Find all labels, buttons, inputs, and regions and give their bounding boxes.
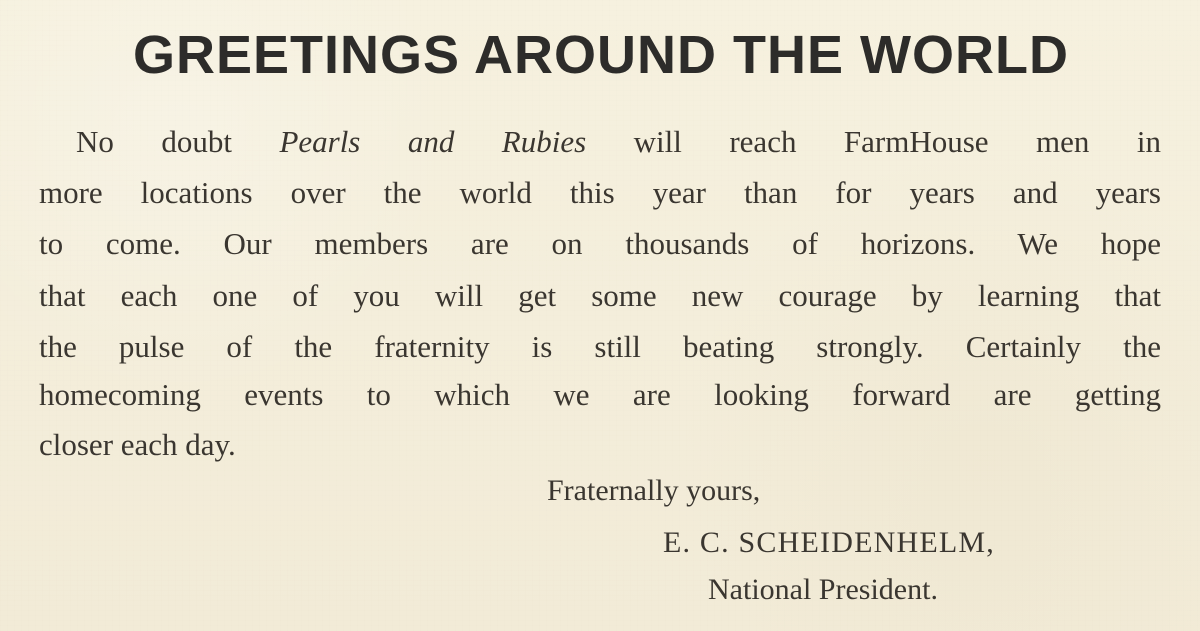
body-line-4: that each one of you will get some new courage by learning that xyxy=(39,278,1161,313)
signature-title: National President. xyxy=(708,573,938,606)
body-line-1-part-1: No doubt xyxy=(76,124,280,159)
body-line-5: the pulse of the fraternity is still beating strongly. Certainly the xyxy=(39,329,1161,364)
body-line-3: to come. Our members are on thousands of horizons. We hope xyxy=(39,226,1161,261)
signature-name: E. C. SCHEIDENHELM, xyxy=(663,526,995,559)
body-line-2: more locations over the world this year than for years and years xyxy=(39,175,1161,210)
body-line-1 xyxy=(76,126,1161,157)
closing-line: Fraternally yours, xyxy=(547,474,761,507)
body-line-7: closer each day. xyxy=(39,427,236,462)
body-line-1-part-3: will reach FarmHouse men in xyxy=(586,124,1161,159)
body-line-6: homecoming events to which we are looking forward are getting xyxy=(39,377,1161,412)
page-title: GREETINGS AROUND THE WORLD xyxy=(133,25,1069,85)
publication-title: Pearls and Rubies xyxy=(279,124,587,159)
